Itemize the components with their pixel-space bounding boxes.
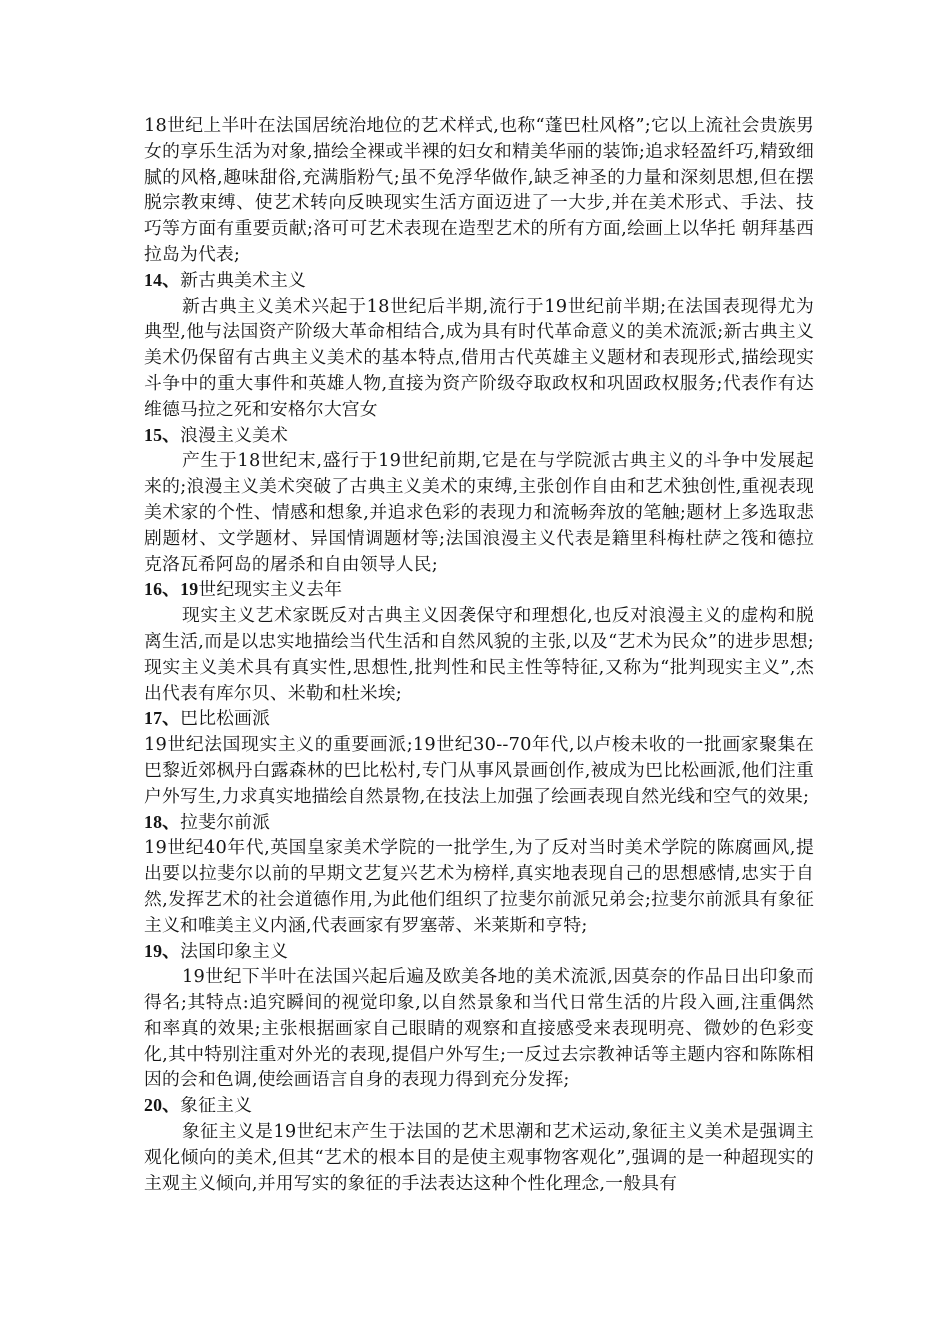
section-body-17: 19世纪法国现实主义的重要画派;19世纪30--70年代,以卢梭未收的一批画家聚集在巴黎近郊枫丹白露森林的巴比松村,专门从事风景画创作,被成为巴比松画派,他们注重户外写生,力求真实地描绘自然景物,在技法上加强了绘画表现自然光线和空气的效果; [144, 734, 814, 807]
section-number: 18、 [144, 811, 181, 832]
section-title: 巴比松画派 [180, 708, 271, 730]
section-title: 浪漫主义美术 [180, 424, 289, 446]
section-body-14: 新古典主义美术兴起于18世纪后半期,流行于19世纪前半期;在法国表现得尤为典型,他与法国资产阶级大革命相结合,成为具有时代革命意义的美术流派;新古典主义美术仍保留有古典主义美术的基本特点,借用古代英雄主义题材和表现形式,描绘现实斗争中的重大事件和英雄人物,直接为资产阶级夺取政权和巩固政权服务;代表作有达维德马拉之死和安格尔大宫女 [144, 295, 814, 420]
section-title: 法国印象主义 [180, 940, 289, 962]
section-title: 新古典美术主义 [180, 269, 307, 291]
section-number: 14、 [144, 269, 181, 290]
section-heading-16 [144, 577, 814, 603]
section-heading-19 [144, 939, 814, 965]
section-body-19: 19世纪下半叶在法国兴起后遍及欧美各地的美术流派,因莫奈的作品日出印象而得名;其特点:追究瞬间的视觉印象,以自然景象和当代日常生活的片段入画,注重偶然和率真的效果;主张根据画家自己眼睛的观察和直接感受来表现明亮、微妙的色彩变化,其中特别注重对外光的表现,提倡户外写生;一反过去宗教神话等主题内容和陈陈相因的会和色调,使绘画语言自身的表现力得到充分发挥; [144, 966, 814, 1091]
section-heading-17 [144, 706, 814, 732]
section-heading-20 [144, 1093, 814, 1119]
section-number: 15、 [144, 424, 181, 445]
section-title: 世纪现实主义去年 [198, 579, 343, 601]
section-body-18: 19世纪40年代,英国皇家美术学院的一批学生,为了反对当时美术学院的陈腐画风,提出要以拉斐尔以前的早期文艺复兴艺术为榜样,真实地表现自己的思想感情,忠实于自然,发挥艺术的社会道德作用,为此他们组织了拉斐尔前派兄弟会;拉斐尔前派具有象征主义和唯美主义内涵,代表画家有罗塞蒂、米莱斯和亨特; [144, 837, 814, 936]
section-body-15: 产生于18世纪末,盛行于19世纪前期,它是在与学院派古典主义的斗争中发展起来的;浪漫主义美术突破了古典主义美术的束缚,主张创作自由和艺术独创性,重视表现美术家的个性、情感和想象,并追求色彩的表现力和流畅奔放的笔触;题材上多选取悲剧题材、文学题材、异国情调题材等;法国浪漫主义代表是籍里科梅杜萨之筏和德拉克洛瓦希阿岛的屠杀和自由领导人民; [144, 450, 814, 575]
section-number: 17、 [144, 708, 181, 729]
section-number: 19、 [144, 940, 181, 961]
section-body-20: 象征主义是19世纪末产生于法国的艺术思潮和艺术运动,象征主义美术是强调主观化倾向的美术,但其“艺术的根本目的是使主观事物客观化”,强调的是一种超现实的主观主义倾向,并用写实的象征的手法表达这种个性化理念,一般具有 [144, 1121, 814, 1194]
section-number: 16、19 [144, 579, 199, 600]
section-heading-15 [144, 423, 814, 449]
rococo-paragraph: 18世纪上半叶在法国居统治地位的艺术样式,也称“蓬巴杜风格”;它以上流社会贵族男女的享乐生活为对象,描绘全裸或半裸的妇女和精美华丽的装饰;追求轻盈纤巧,精致细腻的风格,趣味甜俗,充满脂粉气;虽不免浮华做作,缺乏神圣的力量和深刻思想,但在摆脱宗教束缚、使艺术转向反映现实生活方面迈进了一大步,并在美术形式、手法、技巧等方面有重要贡献;洛可可艺术表现在造型艺术的所有方面,绘画上以华托 朝拜基西拉岛为代表; [144, 115, 814, 265]
document-body [144, 113, 814, 1196]
section-body-16: 现实主义艺术家既反对古典主义因袭保守和理想化,也反对浪漫主义的虚构和脱离生活,而是以忠实地描绘当代生活和自然风貌的主张,以及“艺术为民众”的进步思想;现实主义美术具有真实性,思想性,批判性和民主性等特征,又称为“批判现实主义”,杰出代表有库尔贝、米勒和杜米埃; [144, 605, 814, 704]
section-title: 拉斐尔前派 [180, 811, 271, 833]
section-title: 象征主义 [180, 1095, 253, 1117]
section-heading-14 [144, 268, 814, 294]
section-number: 20、 [144, 1095, 181, 1116]
section-heading-18 [144, 810, 814, 836]
